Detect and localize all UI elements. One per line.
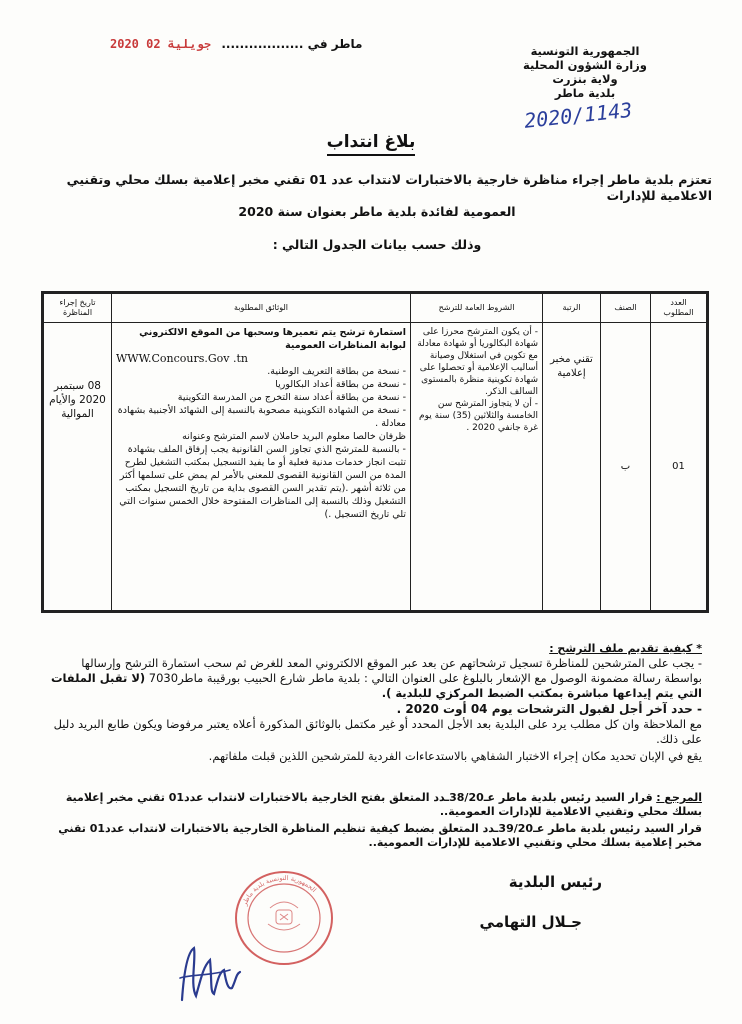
th-count: العدد المطلوب <box>651 294 707 323</box>
place-date-line: ماطر في .................. <box>221 37 363 51</box>
recruitment-table <box>41 291 709 613</box>
cell-documents <box>112 323 411 611</box>
condition-diploma: - أن يكون المترشح محرزا على شهادة البكالوريا أو شهادة معادلة مع تكوين في استغلال وصيانة أساليب الإعلامية أو تحصلوا على شهادة تكوينية منظرة بالمستوى السالف الذكر. <box>417 327 538 397</box>
header-line-ministry: وزارة الشؤون المحلية <box>523 58 647 72</box>
header-line-republic: الجمهورية التونسية <box>530 44 640 58</box>
intro-line-1: تعتزم بلدية ماطر إجراء مناظرة خارجية بالاختبارات لانتداب عدد 01 تقني مخبر إعلامية بسلك محلي وتقنيي الاعلامية للإدارات <box>66 172 712 203</box>
doc-bac-grades: - نسخة من بطاقة أعداد البكالوريا <box>275 379 406 390</box>
submission-heading: * كيفية تقديم ملف الترشح : <box>549 642 702 655</box>
doc-age-exemption: - بالنسبة للمترشح الذي تجاوز السن القانونية يجب إرفاق الملف بشهادة تثبت انجاز خدمات مدنية فعلية أو ما يفيد التسجيل بمكتب التشغيل لطرح المدة من السن القانونية القصوى للمعني بالأمر لم يمض على تسلمها أكثر من ثلاثة أشهر .(يتم تقدير السن القصوى بداية من تاريخ التسجيل بمكتب التشغيل وذلك بالنسبة إلى المناظرات المفتوحة خلال الخمس سنوات التي تلي تاريخ التسجيل .) <box>119 444 406 520</box>
handwritten-signature <box>170 930 250 1010</box>
header-place-date <box>110 37 362 51</box>
signatory-role: رئيس البلدية <box>508 873 602 891</box>
cell-count: 01 <box>651 323 707 611</box>
condition-age: - أن لا يتجاوز المترشح سن الخامسة والثلاثين (35) سنة يوم غرة جانفي 2020 . <box>419 399 538 433</box>
page-title <box>0 132 742 152</box>
stamp-text: الجمهورية التونسية بلدية ماطر <box>240 873 318 907</box>
submission-note-late: مع الملاحظة وان كل مطلب يرد على البلدية بعد الأجل المحدد أو غير مكتمل بالوثائق المذكورة أعلاه يعتبر مرفوضا ويكون طابع البريد دليل على ذلك. <box>53 717 702 746</box>
th-date: تاريخ إجراء المناظرة <box>44 294 112 323</box>
registration-number-handwritten <box>520 94 680 134</box>
th-conditions: الشروط العامة للترشح <box>411 294 543 323</box>
submission-instructions: - يجب على المترشحين للمناظرة تسجيل ترشحاتهم عن بعد عبر الموقع الالكتروني المعد للغرض ثم سحب استمارة الترشح وإرسالها بواسطة رسالة مضمونة الوصول مع الإشعار بالبلوغ على العنوان التالي : بلدية ماطر شارع الحبيب بورقيبة ماطر7030 <box>81 656 702 685</box>
submission-section <box>42 641 702 764</box>
page-title-text: بلاغ انتداب <box>327 132 416 156</box>
th-grade: الرتبة <box>543 294 601 323</box>
date-stamp: 2020 02 جويلية <box>110 37 212 51</box>
doc-id-copy: - نسخة من بطاقة التعريف الوطنية. <box>267 366 406 377</box>
doc-graduation-grades: - نسخة من بطاقة أعداد سنة التخرج من المدرسة التكوينية <box>177 392 406 403</box>
doc-training-certificate: - نسخة من الشهادة التكوينية مصحوبة بالنسبة إلى الشهائد الأجنبية بشهادة معادلة . <box>117 405 406 429</box>
submission-no-direct-deposit: (لا تقبل الملفات التي يتم إيداعها مباشرة بمكتب الضبط المركزي للبلدية ). <box>50 671 702 700</box>
header-line-municipality: بلدية ماطر <box>554 86 616 100</box>
intro-line-2: العمومية لفائدة بلدية ماطر بعنوان سنة 2020 <box>238 204 516 219</box>
doc-envelopes: ظرفان خالصا معلوم البريد حاملان لاسم المترشح وعنوانه <box>182 431 406 442</box>
reference-2: قرار السيد رئيس بلدية ماطر عـ39/20ـدد المتعلق بضبط كيفية تنظيم المناظرة الخارجية بالاختبارات لانتداب عدد01 تقني مخبر إعلامية بسلك محلي وتقنيي الاعلامية للإدارات العمومية.. <box>58 822 702 849</box>
header-line-governorate: ولاية بنزرت <box>552 72 618 86</box>
table-header-row <box>44 294 707 323</box>
doc-application-form: استمارة ترشح يتم تعميرها وسحبها من الموقع الالكتروني لبوابة المناظرات العمومية <box>139 327 406 351</box>
submission-paragraph <box>42 656 702 701</box>
header-authority-block <box>470 44 700 100</box>
reference-1-text: قرار السيد رئيس بلدية ماطر عـ38/20ـدد المتعلق بفتح الخارجية بالاختبارات لانتداب عدد01 تقني مخبر إعلامية بسلك محلي وتقنيي الاعلامية للإدارات العمومية.. <box>65 791 702 818</box>
doc-portal-url: WWW.Concours.Gov .tn <box>116 352 249 365</box>
reference-1 <box>42 791 702 819</box>
intro-line-3: وذلك حسب بيانات الجدول التالي : <box>272 237 482 252</box>
references-section <box>42 791 702 850</box>
registration-number: 2020/1143 <box>523 97 634 133</box>
submission-note-oral-exam: يقع في الإبان تحديد مكان إجراء الاختبار الشفاهي بالاستدعاءات الفردية للمترشحين اللذين قبلت ملفاتهم. <box>208 749 702 763</box>
cell-conditions <box>411 323 543 611</box>
th-category: الصنف <box>601 294 651 323</box>
reference-label: المرجع : <box>656 791 702 804</box>
signatory-name: جـلال التهامي <box>479 913 582 931</box>
submission-deadline: - حدد آخر أجل لقبول الترشحات يوم 04 أوت 2020 . <box>396 702 702 716</box>
cell-date: 08 سبتمبر 2020 والأيام الموالية <box>44 323 112 611</box>
cell-grade: تقني مخبر إعلامية <box>543 323 601 611</box>
th-documents: الوثائق المطلوبة <box>112 294 411 323</box>
table-row <box>44 323 707 611</box>
cell-category: ب <box>601 323 651 611</box>
